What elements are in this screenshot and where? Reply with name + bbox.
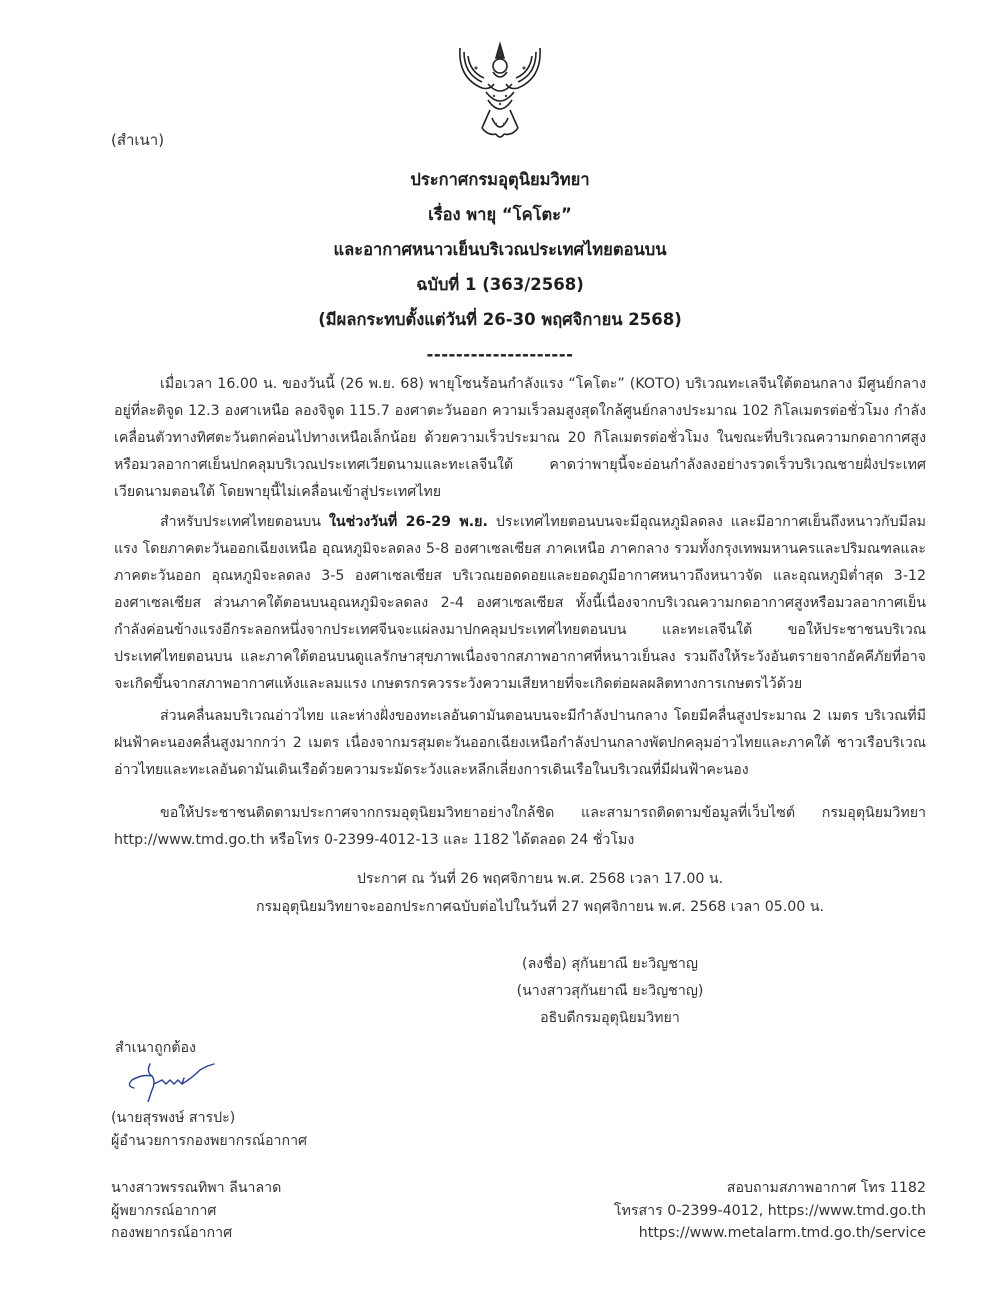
forecaster-position: ผู้พยากรณ์อากาศ: [111, 1202, 217, 1219]
forecaster-block: [111, 1177, 281, 1245]
signer-block: [440, 951, 780, 1032]
title-agency: ประกาศกรมอุตุนิยมวิทยา: [410, 170, 590, 189]
issued-date: ประกาศ ณ วันที่ 26 พฤศจิกายน พ.ศ. 2568 เวลา 17.00 น.: [356, 871, 724, 887]
title-subject-cont: และอากาศหนาวเย็นบริเวณประเทศไทยตอนบน: [333, 240, 667, 259]
paragraph-text-post: ประเทศไทยตอนบนจะมีอุณหภูมิลดลง และมีอากาศเย็นถึงหนาวกับมีลมแรง โดยภาคตะวันออกเฉียงเหนือ อุณหภูมิจะลดลง 5-8 องศาเซลเซียส ภาคเหนือ ภาคกลาง รวมทั้งกรุงเทพมหานครและปริมณฑลและภาคตะวันออก อุณหภูมิจะลดลง 3-5 องศาเซลเซียส บริเวณยอดดอยและยอดภูมีอากาศหนาวถึงหนาวจัด และอุณหภูมิต่ำสุด 3-12 องศาเซลเซียส ส่วนภาคใต้ตอนบนอุณหภูมิจะลดลง 2-4 องศาเซลเซียส ทั้งนี้เนื่องจากบริเวณความกดอากาศสูงหรือมวลอากาศเย็นกำลังค่อนข้างแรงอีกระลอกหนึ่งจากประเทศจีนจะแผ่ลงมาปกคลุมประเทศไทยตอนบน และทะเลจีนใต้ ขอให้ประชาชนบริเวณประเทศไทยตอนบน และภาคใต้ตอนบนดูแลรักษาสุขภาพเนื่องจากสภาพอากาศที่หนาวเย็นลง รวมถึงให้ระวังอันตรายจากอัคคีภัยที่อาจจะเกิดขึ้นจากสภาพอากาศแห้งและลมแรง เกษตรกรควรระวังความเสียหายที่จะเกิดต่อผลผลิตทางการเกษตรไว้ด้วย: [114, 514, 926, 692]
announcement-title: [0, 162, 1000, 372]
paragraph-text-pre: สำหรับประเทศไทยตอนบน: [160, 514, 329, 530]
certified-copy-label: สำเนาถูกต้อง: [115, 1040, 196, 1056]
paragraph-follow-updates: [114, 800, 926, 854]
signer-signed: (ลงชื่อ) สุกันยาณี ยะวิญชาญ: [522, 956, 698, 972]
title-issue-number: ฉบับที่ 1 (363/2568): [416, 275, 584, 294]
signer-full-name: (นางสาวสุกันยาณี ยะวิญชาญ): [516, 983, 704, 999]
certifier-position: ผู้อำนวยการกองพยากรณ์อากาศ: [111, 1132, 308, 1149]
paragraph-cold-weather: [114, 509, 926, 698]
copy-mark: (สำเนา): [111, 131, 165, 149]
paragraph-sea-conditions: [114, 703, 926, 784]
forecaster-name: นางสาวพรรณทิพา ลีนาลาด: [111, 1180, 282, 1196]
contact-fax-website: โทรสาร 0-2399-4012, https://www.tmd.go.th: [613, 1202, 926, 1219]
certifier-name: (นายสุรพงษ์ สารปะ): [111, 1110, 236, 1126]
next-issue-notice: กรมอุตุนิยมวิทยาจะออกประกาศฉบับต่อไปในวันที่ 27 พฤศจิกายน พ.ศ. 2568 เวลา 05.00 น.: [255, 899, 825, 915]
handwritten-signature-icon: [122, 1062, 222, 1102]
title-effective-dates: (มีผลกระทบตั้งแต่วันที่ 26-30 พฤศจิกายน 2568): [318, 310, 682, 329]
paragraph-text: เมื่อเวลา 16.00 น. ของวันนี้ (26 พ.ย. 68) พายุโซนร้อนกำลังแรง “โคโตะ” (KOTO) บริเวณทะเลจีนใต้ตอนกลาง มีศูนย์กลางอยู่ที่ละติจูด 12.3 องศาเหนือ ลองจิจูด 115.7 องศาตะวันออก ความเร็วลมสูงสุดใกล้ศูนย์กลางประมาณ 102 กิโลเมตรต่อชั่วโมง กำลังเคลื่อนตัวทางทิศตะวันตกค่อนไปทางเหนือเล็กน้อย ด้วยความเร็วประมาณ 20 กิโลเมตรต่อชั่วโมง ในขณะที่บริเวณความกดอากาศสูงหรือมวลอากาศเย็นปกคลุมบริเวณประเทศเวียดนามและทะเลจีนใต้ คาดว่าพายุนี้จะอ่อนกำลังลงอย่างรวดเร็วบริเวณชายฝั่งประเทศเวียดนามตอนใต้ โดยพายุนี้ไม่เคลื่อนเข้าสู่ประเทศไทย: [114, 376, 926, 500]
paragraph-highlight-dates: ในช่วงวันที่ 26-29 พ.ย.: [329, 514, 488, 530]
paragraph-storm-status: [114, 371, 926, 506]
contact-block: [614, 1177, 926, 1245]
paragraph-text: ส่วนคลื่นลมบริเวณอ่าวไทย และห่างฝั่งของทะเลอันดามันตอนบนจะมีกำลังปานกลาง โดยมีคลื่นสูงประมาณ 2 เมตร บริเวณที่มีฝนฟ้าคะนองคลื่นสูงมากกว่า 2 เมตร เนื่องจากมรสุมตะวันออกเฉียงเหนือกำลังปานกลางพัดปกคลุมอ่าวไทยและภาคใต้ ชาวเรือบริเวณอ่าวไทยและทะเลอันดามันเดินเรือด้วยความระมัดระวังและหลีกเลี่ยงการเดินเรือในบริเวณที่มีฝนฟ้าคะนอง: [114, 708, 926, 778]
contact-service-link: https://www.metalarm.tmd.go.th/service: [638, 1225, 926, 1241]
forecaster-division: กองพยากรณ์อากาศ: [111, 1225, 233, 1241]
signer-position: อธิบดีกรมอุตุนิยมวิทยา: [540, 1010, 680, 1026]
contact-phone: สอบถามสภาพอากาศ โทร 1182: [726, 1180, 926, 1196]
title-subject: เรื่อง พายุ “โคโตะ”: [428, 205, 572, 224]
paragraph-text: ขอให้ประชาชนติดตามประกาศจากกรมอุตุนิยมวิทยาอย่างใกล้ชิด และสามารถติดตามข้อมูลที่เว็บไซต์ กรมอุตุนิยมวิทยา http://www.tmd.go.th หรือโทร 0-2399-4012-13 และ 1182 ได้ตลอด 24 ชั่วโมง: [114, 805, 926, 848]
title-divider: --------------------: [426, 345, 574, 364]
certifier-block: [111, 1107, 307, 1152]
garuda-emblem-icon: [452, 38, 548, 142]
